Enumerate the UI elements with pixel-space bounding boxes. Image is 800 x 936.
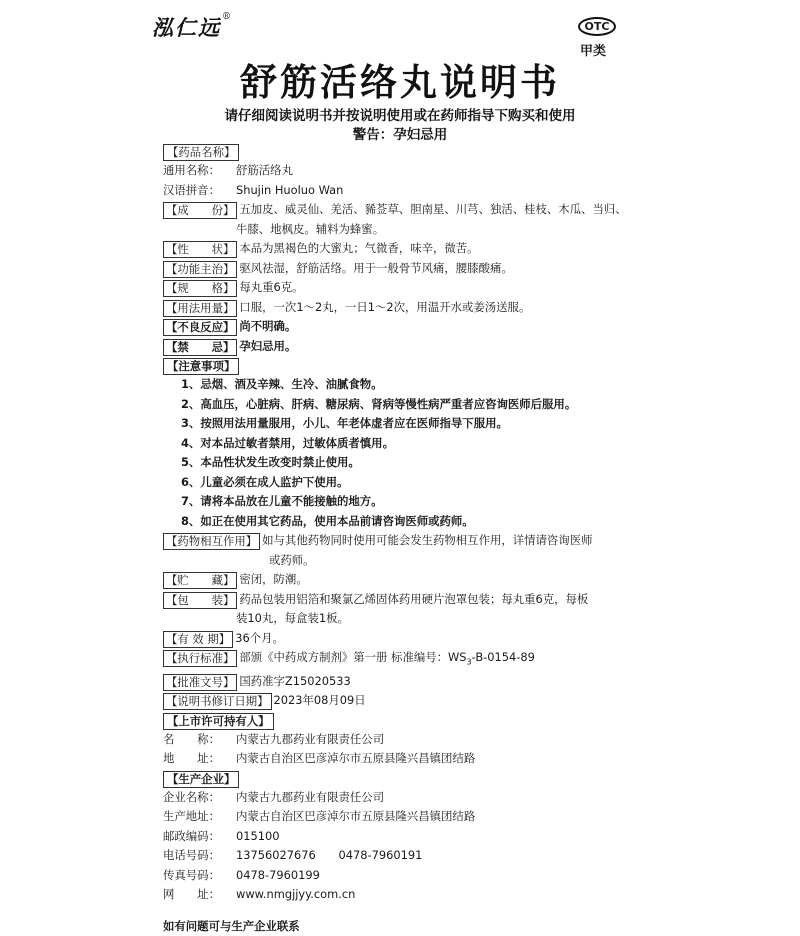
approval-label: 【批准文号】 <box>163 674 237 691</box>
mfr-zip-label: 邮政编码： <box>163 828 220 843</box>
mfr-phone-label: 电话号码： <box>163 848 220 863</box>
revision-label: 【说明书修订日期】 <box>163 693 272 710</box>
mfr-zip-value: 015100 <box>236 828 280 843</box>
validity-label: 【有 效 期】 <box>163 631 233 648</box>
brand-name: 泓仁远 <box>152 15 221 40</box>
appearance-label: 【性 状】 <box>163 241 237 258</box>
common-name-value: 舒筋活络丸 <box>236 163 293 177</box>
pinyin-row <box>163 181 633 201</box>
indication-label: 【功能主治】 <box>163 261 237 278</box>
pinyin-label: 汉语拼音： <box>163 182 220 197</box>
interaction-label: 【药物相互作用】 <box>163 533 260 550</box>
precaution-item: 3、按照用法用量服用，小儿、年老体虚者应在医师指导下服用。 <box>181 416 508 430</box>
contra-value: 孕妇忌用。 <box>239 338 297 353</box>
holder-addr-label: 地 址： <box>163 751 220 766</box>
registered-mark: ® <box>222 12 233 22</box>
package-row <box>163 590 633 610</box>
adverse-value: 尚不明确。 <box>239 319 297 333</box>
interaction-value: 如与其他药物同时使用可能会发生药物相互作用，详情请咨询医师 <box>262 533 593 547</box>
pinyin-value: Shujin Huoluo Wan <box>236 182 344 197</box>
package-cont: 装10丸，每盒装1板。 <box>236 611 349 625</box>
section-precautions: 【注意事项】 <box>163 358 239 375</box>
mfr-addr-row <box>163 807 633 827</box>
revision-value: 2023年08月09日 <box>273 693 366 708</box>
precaution-item: 1、忌烟、酒及辛辣、生冷、油腻食物。 <box>181 377 383 391</box>
section-holder: 【上市许可持有人】 <box>163 713 274 730</box>
mfr-web-label: 网 址： <box>163 887 220 902</box>
mfr-phone-row <box>163 846 633 866</box>
usage-value: 口服，一次1～2丸，一日1～2次，用温开水或姜汤送服。 <box>239 299 531 314</box>
appearance-row <box>163 239 633 259</box>
holder-name-row <box>163 730 633 750</box>
validity-row <box>163 629 633 649</box>
mfr-addr-label: 生产地址： <box>163 809 220 824</box>
usage-label: 【用法用量】 <box>163 300 237 317</box>
reading-notice: 请仔细阅读说明书并按说明使用或在药师指导下购买和使用 <box>224 108 576 124</box>
section-drug-name: 【药品名称】 <box>163 144 239 161</box>
contra-label: 【禁 忌】 <box>163 339 237 356</box>
ingredients-label: 【成 份】 <box>163 202 237 219</box>
approval-row <box>163 672 633 692</box>
precaution-item: 8、如正在使用其它药品，使用本品前请咨询医师或药师。 <box>181 513 474 528</box>
spec-row <box>163 278 633 298</box>
package-value: 药品包装用铝箔和聚氯乙烯固体药用硬片泡罩包装；每丸重6克，每板 <box>239 591 589 606</box>
ingredients-cont: 牛膝、地枫皮。辅料为蜂蜜。 <box>236 221 385 236</box>
mfr-name-label: 企业名称： <box>163 789 220 804</box>
contra-row <box>163 337 633 357</box>
mfr-zip-row <box>163 827 633 847</box>
precaution-item: 4、对本品过敏者禁用，过敏体质者慎用。 <box>181 435 394 450</box>
ingredients-value: 五加皮、威灵仙、羌活、豨莶草、胆南星、川芎、独活、桂枝、木瓜、当归、 <box>239 202 627 216</box>
common-name-row <box>163 161 633 181</box>
ingredients-row <box>163 200 633 220</box>
standard-row <box>163 648 633 672</box>
mfr-name-value: 内蒙古九郡药业有限责任公司 <box>236 789 385 804</box>
appearance-value: 本品为黑褐色的大蜜丸；气微香，味辛，微苦。 <box>239 241 479 255</box>
interaction-row <box>163 531 633 551</box>
indication-value: 驱风祛湿，舒筋活络。用于一般骨节风痛，腰膝酸痛。 <box>239 260 513 275</box>
precaution-item: 7、请将本品放在儿童不能接触的地方。 <box>181 494 383 508</box>
mfr-fax-row <box>163 866 633 886</box>
otc-class: 甲类 <box>580 44 607 59</box>
mfr-fax-value: 0478-7960199 <box>236 867 320 882</box>
spec-label: 【规 格】 <box>163 280 237 297</box>
interaction-cont: 或药师。 <box>269 552 315 567</box>
mfr-addr-value: 内蒙古自治区巴彦淖尔市五原县隆兴昌镇团结路 <box>236 809 476 824</box>
mfr-fax-label: 传真号码： <box>163 867 220 882</box>
document-title: 舒筋活络丸说明书 <box>240 61 560 104</box>
warning-line: 警告：孕妇忌用 <box>352 127 448 143</box>
holder-name-value: 内蒙古九郡药业有限责任公司 <box>236 731 385 746</box>
package-label: 【包 装】 <box>163 592 237 609</box>
mfr-web-value: www.nmgjjyy.com.cn <box>236 887 356 902</box>
storage-value: 密闭，防潮。 <box>239 572 308 586</box>
approval-value: 国药准字Z15020533 <box>239 673 351 688</box>
mfr-name-row <box>163 788 633 808</box>
adverse-label: 【不良反应】 <box>163 319 237 336</box>
footer-contact-note: 如有问题可与生产企业联系 <box>163 918 300 933</box>
holder-addr-value: 内蒙古自治区巴彦淖尔市五原县隆兴昌镇团结路 <box>236 751 476 766</box>
usage-row <box>163 298 633 318</box>
revision-row <box>163 691 633 711</box>
indication-row <box>163 259 633 279</box>
brand-logo <box>152 12 233 42</box>
mfr-web-row <box>163 885 633 905</box>
storage-label: 【贮 藏】 <box>163 572 237 589</box>
storage-row <box>163 570 633 590</box>
standard-value: 部颁《中药成方制剂》第一册 标准编号：$WS_3-B-0154-89$ <box>239 650 535 667</box>
adverse-row <box>163 317 633 337</box>
precaution-item: 2、高血压，心脏病、肝病、糖尿病、肾病等慢性病严重者应咨询医师后服用。 <box>181 396 577 411</box>
holder-name-label: 名 称： <box>163 731 220 746</box>
precaution-item: 6、儿童必须在成人监护下使用。 <box>181 474 349 489</box>
precaution-item: 5、本品性状发生改变时禁止使用。 <box>181 455 360 469</box>
holder-addr-row <box>163 749 633 769</box>
spec-value: 每丸重6克。 <box>239 280 304 294</box>
leaflet-content <box>163 142 633 936</box>
section-manufacturer: 【生产企业】 <box>163 771 239 788</box>
validity-value: 36个月。 <box>235 630 284 645</box>
standard-label: 【执行标准】 <box>163 650 237 667</box>
mfr-phone-value: 13756027676 0478-7960191 <box>236 848 423 863</box>
common-name-label: 通用名称： <box>163 163 220 177</box>
otc-badge: OTC <box>578 17 616 36</box>
